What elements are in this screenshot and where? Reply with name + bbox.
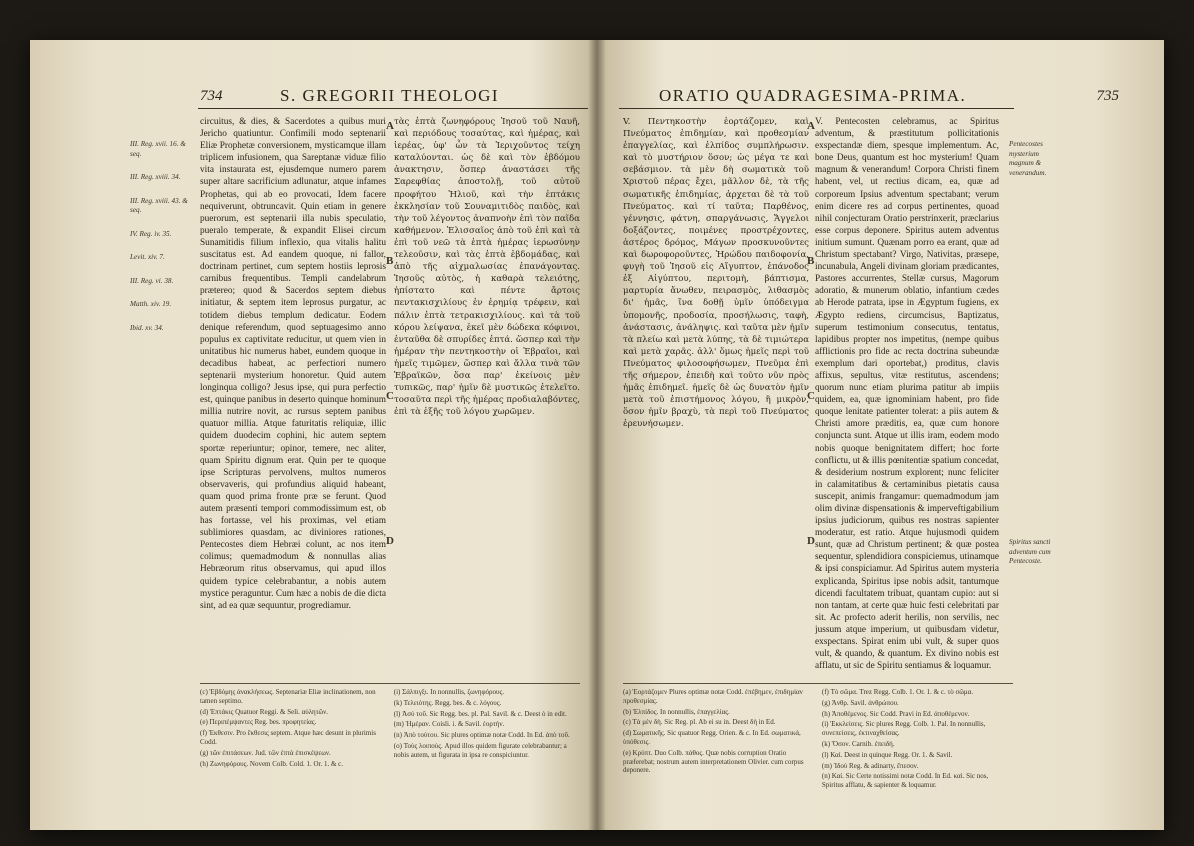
open-book bbox=[30, 40, 1164, 830]
footnote: (h) Ἀποθέμενος. Sic Codd. Pravi in Ed. ἀποθέμενον. bbox=[821, 709, 970, 718]
margin-note: III. Reg. xviii. 43. & seq. bbox=[130, 196, 188, 214]
footnote: (g) τῶν ἐπιτάσεων. Jud. τῶν ἑπτὰ ἐπισκέψεων. bbox=[200, 748, 331, 757]
footnote: (c) Τὰ μὲν δὴ. Sic Reg. pl. Ab ei su in. Deest δὴ in Ed. bbox=[623, 718, 776, 727]
left-head-rule bbox=[198, 108, 588, 109]
margin-note: III. Reg. vi. 38. bbox=[130, 276, 174, 285]
margin-note: Levit. xiv. 7. bbox=[130, 253, 165, 261]
margin-note: IV. Reg. iv. 35. bbox=[130, 229, 172, 238]
section-letter: A bbox=[807, 120, 815, 132]
footnote: (e) Κρύπτ. Duo Colb. πάθος. Quæ nobis corruption Oratio præferebat; nostrum autem interpretationem Olivier. cum corpus deponere. bbox=[623, 748, 804, 775]
right-head-rule bbox=[619, 108, 1014, 109]
margin-note: III. Reg. xvii. 16. & seq. bbox=[130, 140, 186, 158]
footnote: (l) Καί. Deest in quinque Regg. Or. 1. & Savil. bbox=[821, 750, 953, 759]
footnote: (k) Ὅσον. Carnib. ἐπειδή. bbox=[821, 739, 895, 748]
footnote-rule bbox=[200, 683, 580, 684]
right-page-number: 735 bbox=[1096, 88, 1119, 104]
section-letter: C bbox=[807, 390, 815, 402]
footnote-column bbox=[200, 688, 382, 770]
right-running-head: ORATIO QUADRAGESIMA-PRIMA. bbox=[659, 86, 967, 105]
section-letter: B bbox=[386, 255, 394, 267]
footnote: (n) Ἀπὸ τούτου. Sic plures optimæ notæ Codd. In Ed. ἀπὸ τοῦ. bbox=[393, 731, 570, 740]
section-letter: D bbox=[386, 535, 394, 547]
right-margin-notes bbox=[1009, 140, 1057, 581]
section-letter: B bbox=[807, 255, 815, 267]
footnote: (f) Τὸ σῶμα. Trez Regg. Colb. 1. Or. 1. & c. τὸ σῶμα. bbox=[821, 688, 974, 696]
left-latin-column: circuitus, & dies, & Sacerdotes a quibus muri Jericho quatiuntur. Confimili modo septenarii Eliæ Prophetæ conversionem, mysticamque illam triplicem infusionem, qua Sareptanæ viduæ filio vita instaurata est, ejusdemque numero parem super altare sacrificium adlunatur, atque infames Prophetas, qui ab eo provocati, Idem facere nequiverunt, obtruncavit. Quin etiam in genere puerorum, est septenarii illa nubis speculatio, pueralo temperate, & expandit Elisei circum Sunamitidis filium inflexio, qua vitalis halitu suscitatus est. Ad eandem quoque, ni fallor, doctrinam pertinet, cum septem hostiis leprosis carnibus frequentibus. Templi candelabrum prætereo; quod & Sacerdos septem diebus initiatur, & septem item leprosus purgatur, ac totidem diebus templum dedicatur. Eodem denique referendum, quod septuagesimo anno populus ex captivitate reducitur, ut quem vien in unitatibus hic numerus habet, eundem quoque in decadibus habeat, ac perfectiori numero septenarii mysterium honoretur. Quid autem longinqua colligo? Jesus ipse, qui pura perfectio est, quinque panibus in deserto quinque hominum millia nutrire novit, ac rursus septem panibus quatuor millia. Atque faturitatis reliquiæ, illic quidem duodecim cophini, hic autem septem sportæ reperiuntur; opinor, temere, nec aliter, quam Spiritu dignum erat. Quin per te quoque ipse Scripturas pervolvens, multos numeros observaveris, qui profundius aliquid habeant, quam quod prima fronte præ se ferunt. Quod autem præsenti tempori commodissimum est, ob has fortasse, vel his proximas, vel etiam sublimiores quasdam, ac diviniores rationes, Pentecostes diem Hebræi colunt, ac nos item colimus; quemadmodum & nonnullas alias Hebræorum ritus observamus, qui apud illos quidem typice celebrabantur, a nobis autem mystice peraguntur. Cum hæc a nobis de die dicta sint, ad ea quæ sequuntur, progrediamur. bbox=[200, 117, 386, 611]
margin-note: Pentecostes mysterium magnum & venerandum. bbox=[1009, 140, 1047, 177]
footnote: (a) Ἑορτάζομεν Plures optimæ notæ Codd. ἐπέβημεν, ἐπιδημίαν προθεσμίας. bbox=[623, 688, 803, 705]
section-letter: C bbox=[386, 390, 394, 402]
footnote: (o) Τοὺς λοιποὺς. Apud illos quidem figurate celebrabantur; a nobis autem, ut figurata in ipsa re conspiciuntur. bbox=[393, 741, 567, 759]
footnote: (d) Σωματικῆς. Sic quatuor Regg. Orien. & c. In Ed. σωματικά, ὑπόθεσις. bbox=[623, 729, 801, 746]
footnote-rule bbox=[623, 683, 1013, 684]
left-greek-column: τὰς ἑπτὰ ζωνηφόρους Ἰησοῦ τοῦ Ναυῆ, καὶ περιόδους τοσαύτας, καὶ ἡμέρας, καὶ ἱερέας, ὑφ' ὧν τὰ Ἱεριχοῦντος τείχη καταλύονται. ὡς δὲ καὶ τὸν ἑβδόμου ἀνακτησιν, ὅσπερ ἀναστάσει τῆς Σαρεφθίας ἀποστολῇ, τοῦ αὐτοῦ προφήτου Ἠλιοῦ, καὶ τὴν ἑπτάκις ἐκκλησίαν τοῦ Σουναμιτιδὸς παιδὸς, καὶ τὴν τοῦ λέγοντος ἀναπνοὴν ἐπὶ τὸν παῖδα καθήμενον. Ἐλισσαῖος ἀπὸ τοῦ ἐπὶ καὶ τὰ ἐπὶ τοῦ νεῶ τὰ ἑπτὰ ἡμέρας ἱερωσύνην τελεοῦσιν, καὶ τὰς ἑπτὰ ἑβδομάδας, καὶ ἀπὸ τῆς αἰχμαλωσίας ἐπανάγοντας. Ἰησοῦς αὐτὸς, ἡ καθαρὰ τελειότης, ἠπίστατο καὶ πέντε ἄρτοις πεντακισχιλίους ἐν ἐρημίᾳ τρέφειν, καὶ πάλιν ἑπτὰ τετρακισχιλίους. καὶ τὰ τοῦ κόρου λείψανα, ἐκεῖ μὲν δώδεκα κόφινοι, ἐνταῦθα δὲ σπυρίδες ἑπτά. ὥσπερ καὶ τὴν ἡμέραν τὴν πεντηκοστὴν οἱ Ἑβραῖοι, καὶ ἡμεῖς τιμῶμεν, ὥσπερ καὶ ἄλλα τινὰ τῶν Ἑβραϊκῶν, ὅσα παρ' ἐκείνοις μὲν τυπικῶς, παρ' ἡμῖν δὲ μυστικῶς ἐτελεῖτο. τοσαῦτα περὶ τῆς ἡμέρας προδιαλαβόντες, ἐπὶ τὰ ἑξῆς τοῦ λόγου χωρῶμεν. bbox=[394, 117, 580, 418]
footnote: (m) Ἡμέραν. Coisli. i. & Savil. ἑορτήν. bbox=[393, 720, 505, 729]
footnote: (e) Περιπέμψαντες Reg. bes. προφητείας. bbox=[200, 718, 317, 727]
footnote-column bbox=[822, 688, 1009, 792]
margin-note: Ibid. xv. 34. bbox=[130, 323, 164, 332]
section-letter: D bbox=[807, 535, 815, 547]
left-running-head: S. GREGORII THEOLOGI bbox=[280, 86, 500, 105]
footnote: (d) Ἑπτάκις Quatuor Reggi. & Seli. αὐλητῶν. bbox=[200, 707, 329, 716]
footnote: (g) Ἀνθρ. Savil. ἀνθρώπου. bbox=[821, 698, 899, 707]
footnote: (n) Καί. Sic Certe notissimi notæ Codd. In Ed. καί. Sic nos, Spiritus afflatu, & sapienter & loquamur. bbox=[821, 772, 989, 790]
left-margin-notes bbox=[130, 140, 194, 347]
right-greek-column: V. Πεντηκοστὴν ἑορτάζομεν, καὶ Πνεύματος ἐπιδημίαν, καὶ προθεσμίαν ἐπαγγελίας, καὶ ἐλπίδος συμπλήρωσιν. καὶ τὸ μυστήριον ὅσον; ὡς μέγα τε καὶ σεβάσμιον. τὰ μὲν δὴ σωματικὰ τοῦ Χριστοῦ πέρας ἔχει, μᾶλλον δὲ, τὰ τῆς σωματικῆς ἐπιδημίας, ἀρχεται δὲ τὰ τοῦ Πνεύματος. καὶ τί ταῦτα; Παρθένος, γέννησις, φάτνη, σπαργάνωσις, Ἄγγελοι δοξάζοντες, ποιμένες προστρέχοντες, ἀστέρος δρόμος, Μάγων προσκυνοῦντες καὶ δωροφοροῦντες, Ἡρώδου παιδοφονία, φυγὴ τοῦ Ἰησοῦ εἰς Αἴγυπτον, ἐπάνοδος ἐξ Αἰγύπτου, περιτομὴ, βάπτισμα, μαρτυρία ἄνωθεν, πειρασμὸς, λιθασμὸς δι' ἡμᾶς, ἵνα δοθῇ ὑμῖν ὑπόδειγμα ὑπομονῆς, προδοσία, προσήλωσις, ταφὴ, ἀνάστασις, ἀνάληψις. καὶ ταῦτα μὲν ἡμῖν τὰ πλείω καὶ μετὰ λύπης, τὰ δὲ τιμιώτερα καὶ μετὰ χαρᾶς. ἀλλ' ὅμως ἡμεῖς περὶ τοῦ Πνεύματος φιλοσοφήσωμεν, Πνεῦμα ἐπὶ τῆς σήμερον, ἐπειδὴ καὶ τοῦτο νῦν πρὸς ἡμᾶς ἐπιδημεῖ. ἡμεῖς δὲ ὡς δυνατὸν ἡμῖν μετὰ τοῦ ἐπιστήμονος λόγου, ἢ μικρὸν, ὅσον ἡμῖν βραχὺ, τὰ περὶ τοῦ Πνεύματος ἐρευνήσωμεν. bbox=[623, 117, 809, 430]
margin-note: Matth. xiv. 19. bbox=[130, 300, 172, 308]
footnote: (f) Ἐκθεσιν. Pro ἔκθεσις septem. Atque hæc desunt in plurimis Codd. bbox=[200, 729, 376, 746]
footnote: (k) Τελειότης. Regg. bes. & c. λόγους. bbox=[393, 698, 502, 707]
left-footnotes bbox=[200, 688, 580, 770]
left-page bbox=[30, 40, 595, 830]
footnote: (l) Ἀσύ τοῦ. Sic Regg. bes. pl. Pal. Savil. & c. Deest ὁ in edit. bbox=[393, 709, 567, 718]
left-page-number: 734 bbox=[200, 88, 223, 104]
right-latin-column: V. Pentecosten celebramus, ac Spiritus adventum, & præstitutum pollicitationis exspectandæ diem, spesque implementum. Ac, bone Deus, quantum est hoc mysterium! Quam magnum & venerandum! Corpora Christi finem habent, vel, ut rectius dicam, ea, quæ ad corporeum Ipsius adventum spectabant; verum enim dicere res ad corpus pertinentes, quoad nihil conjecturam Oratio perstrinxerit, præclarius esse corpus deponere. Spiritus autem adventus initium sumunt. Quænam porro ea erant, quæ ad Christum spectabant? Virgo, Nativitas, præsepe, incunabula, Angeli divinam gloriam prædicantes, Pastores accurrentes, Stellæ cursus, Magorum adoratio, & munerum oblatio, infantium cædes ab Herode patrata, ipse in Ægyptum fugiens, ex Ægypto rediens, circumcisus, Baptizatus, superum testimonium consecutus, tentatus, lapidibus propter nos impetitus, (nempe quibus afflictionis pro fide ac recta doctrina subeundæ exemplum dari oportebat,) proditus, clavis affixus, sepultus, vitæ restitutus, ascendens; quorum nunc etiam plurima patitur ab impiis quidem, ea, quæ ignominiam habent, pro fide quoque lenitate patienter tolerat: a piis autem & Christi amore præditis, ea, quæ cum honore conjuncta sunt. Atque ut illis iram, eodem modo nobis quoque benignitatem differt; hoc forte conflictu, ut & illis pœnitentiæ spatium concedat, & desiderium nostrum explorent; nunc feliciter in calamitatibus & certaminibus pietatis causa suscepit, animis frangamur: quemadmodum jam olim divinæ dispensationis & imperveftigabilium ipsius judiciorum, quibus res nostras sapienter moderatur, est ratio. Atque hujusmodi quidem sunt, quæ ad Christum pertinent; & quæ postea sequentur, splendidiora conspiciemus, utinamque & ipsi conspiciamur. Ad Spiritus autem mysteria explicanda, Spiritus ipse nobis adsit, tantumque dicendi facultatem tribuat, quantam cupio: aut si non tantam, at certe quæ huic festi celebritati par sit. Ac profecto aderit herilis, non servilis, nec jussum atque imperium, ut quibusdam videtur, exspectans. Spirat enim ubi vult, & super quos vult, & quando, & quantum. Ex divino nobis est afflatu, ut sic de Spiritu sentiamus & loquamur. bbox=[815, 117, 999, 672]
section-letter: A bbox=[386, 120, 394, 132]
footnote: (i) Σάλπιγξι. In nonnullis, ζωνηφόρους. bbox=[393, 688, 505, 696]
footnote-column bbox=[623, 688, 810, 777]
footnote: (b) Ἐλπίδος. In nonnullis, ἐπαγγελίας. bbox=[623, 707, 730, 716]
footnote-column bbox=[394, 688, 576, 762]
footnote: (m) Ἰδοὺ Reg. & adinarty, ἔπεσον. bbox=[821, 761, 919, 770]
right-footnotes bbox=[623, 688, 1013, 792]
footnote: (h) Ζωνηφόρους. Novem Colb. Cold. 1. Or. 1. & c. bbox=[200, 759, 344, 768]
footnote: (c) Ἑβδόμης ἀνακλήσεως. Septenariæ Eliæ inclinationem, non tamen septimo. bbox=[200, 688, 376, 705]
right-page bbox=[599, 40, 1164, 830]
footnote: (i) Ἐκκλείσεις. Sic plures Regg. Colb. 1. Pal. In nonnullis, συνεπείσεις, ἐκτιναχθείσας. bbox=[821, 720, 986, 738]
margin-note: III. Reg. xviii. 34. bbox=[130, 173, 181, 181]
margin-note: Spiritus sancti adventum cum Pentecoste. bbox=[1009, 538, 1051, 565]
